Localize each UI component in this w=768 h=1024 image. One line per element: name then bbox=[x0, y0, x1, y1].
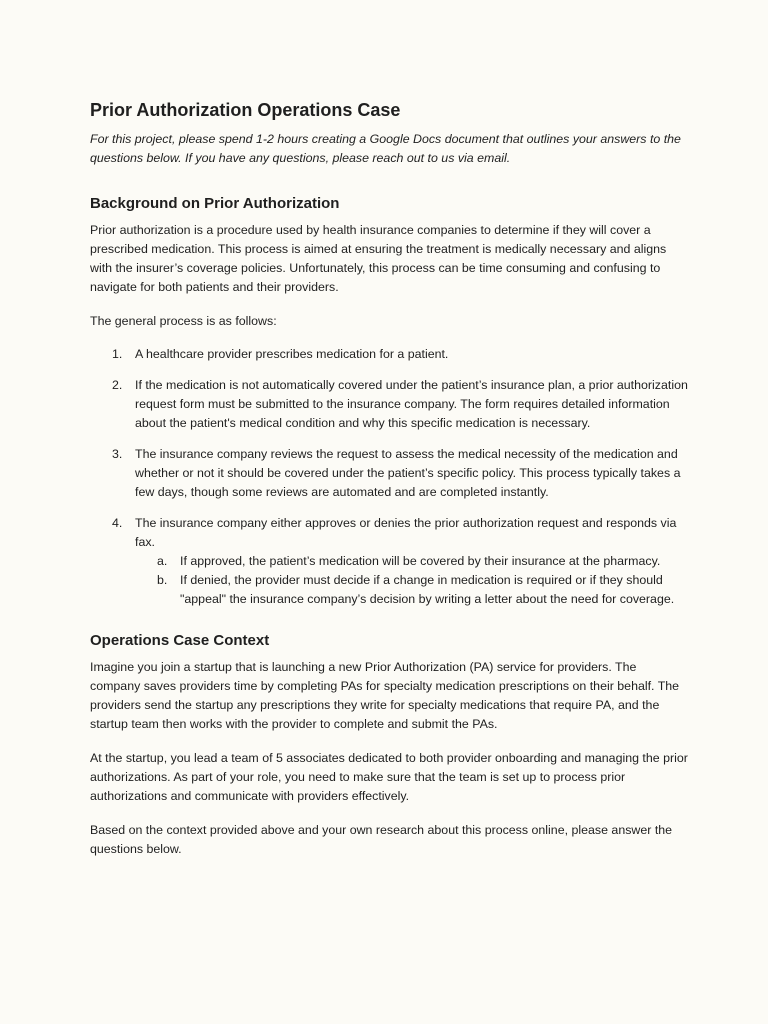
list-item-text: The insurance company reviews the request to assess the medical necessity of the medication and whether or not it should be covered under the patient’s specific policy. This process typically takes a few days, though some reviews are automated and are completed instantly. bbox=[135, 447, 681, 499]
sub-list-item-text: If approved, the patient’s medication will be covered by their insurance at the pharmacy. bbox=[180, 554, 661, 568]
sub-list-item-text: If denied, the provider must decide if a change in medication is required or if they should "appeal" the insurance company’s decision by writing a letter about the need for coverage. bbox=[180, 573, 675, 606]
sub-list-letter: b. bbox=[157, 573, 168, 587]
list-item bbox=[90, 514, 690, 609]
document-body bbox=[90, 99, 690, 859]
operations-paragraph: Imagine you join a startup that is launching a new Prior Authorization (PA) service for providers. The company saves providers time by completing PAs for specialty medication prescriptions on their behalf. The providers send the startup any prescriptions they write for specialty medications that require PA, and the startup team then works with the provider to complete and submit the PAs. bbox=[90, 660, 680, 731]
sub-list-letter: a. bbox=[157, 554, 168, 568]
operations-paragraph: Based on the context provided above and your own research about this process online, please answer the questions below. bbox=[90, 823, 673, 856]
document-title: Prior Authorization Operations Case bbox=[90, 100, 401, 120]
list-item-text: The insurance company either approves or denies the prior authorization request and responds via fax. bbox=[135, 516, 677, 549]
list-number: 1. bbox=[112, 347, 123, 361]
list-item bbox=[90, 445, 690, 502]
sub-list-item bbox=[135, 571, 690, 609]
operations-paragraph: At the startup, you lead a team of 5 associates dedicated to both provider onboarding and managing the prior authorizations. As part of your role, you need to make sure that the team is set up to process prior authorizations and communicate with providers effectively. bbox=[90, 751, 688, 803]
list-item-text: If the medication is not automatically covered under the patient’s insurance plan, a prior authorization request form must be submitted to the insurance company. The form requires detailed information about the patient's medical condition and why this specific medication is necessary. bbox=[135, 378, 688, 430]
list-number: 3. bbox=[112, 447, 123, 461]
process-intro: The general process is as follows: bbox=[90, 314, 277, 328]
background-paragraph: Prior authorization is a procedure used by health insurance companies to determine if they will cover a prescribed medication. This process is aimed at ensuring the treatment is medically necessary and aligns with the insurer’s coverage policies. Unfortunately, this process can be time consuming and confusing to navigate for both patients and their providers. bbox=[90, 223, 667, 294]
list-number: 2. bbox=[112, 378, 123, 392]
operations-heading: Operations Case Context bbox=[90, 632, 270, 649]
sub-steps-list bbox=[135, 552, 690, 609]
background-heading: Background on Prior Authorization bbox=[90, 195, 340, 212]
list-item-text: A healthcare provider prescribes medication for a patient. bbox=[135, 347, 449, 361]
list-number: 4. bbox=[112, 516, 123, 530]
intro-text: For this project, please spend 1-2 hours creating a Google Docs document that outlines your answers to the questions below. If you have any questions, please reach out to us via email. bbox=[90, 132, 681, 165]
list-item bbox=[90, 345, 690, 364]
list-item bbox=[90, 376, 690, 433]
process-steps-list bbox=[90, 345, 690, 609]
sub-list-item bbox=[135, 552, 690, 571]
